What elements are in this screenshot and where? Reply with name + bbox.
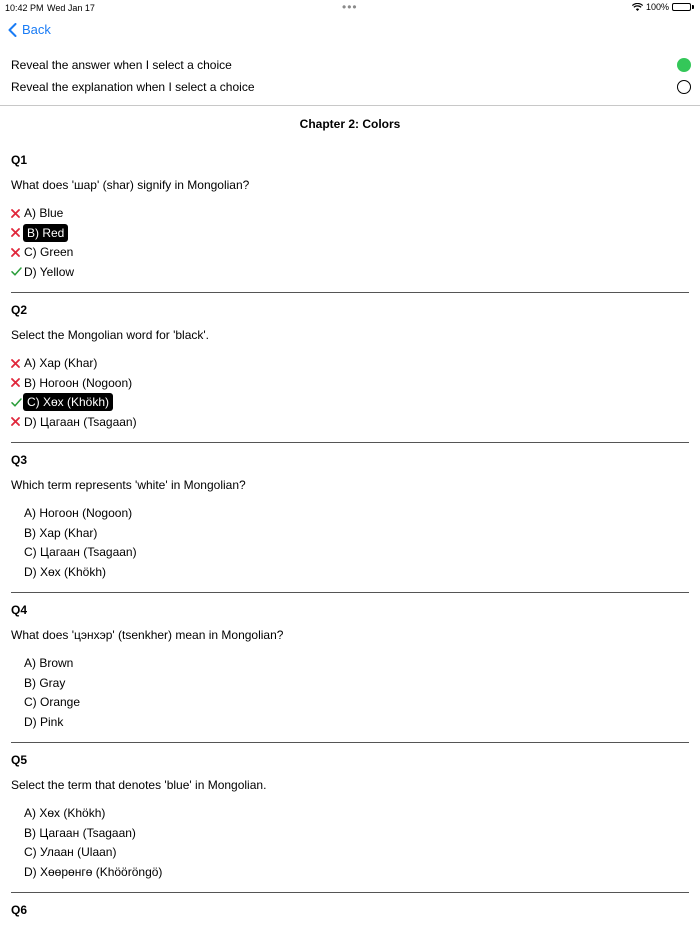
choice-text: C) Улаан (Ulaan) [24, 845, 117, 859]
wrong-x-icon [11, 354, 24, 372]
status-right [632, 2, 694, 12]
choice-c[interactable] [11, 393, 113, 411]
question-label: Q6 [11, 903, 28, 917]
question-divider [11, 892, 689, 893]
mark-placeholder [11, 543, 24, 561]
question-label: Q5 [11, 753, 28, 767]
choice-text: C) Цагаан (Tsagaan) [24, 545, 137, 559]
selected-choice-text: B) Red [23, 224, 68, 242]
choice-text: C) Orange [24, 695, 81, 709]
header-divider [0, 105, 700, 106]
selected-choice-text: C) Хөх (Khökh) [23, 393, 113, 411]
mark-placeholder [11, 693, 24, 711]
choice-text: B) Цагаан (Tsagaan) [24, 825, 136, 840]
reveal-explanation-toggle[interactable] [677, 80, 691, 94]
wrong-x-icon [11, 374, 24, 392]
mark-placeholder [11, 654, 24, 672]
choice-c[interactable] [11, 693, 80, 711]
choice-text: A) Ногоон (Nogoon) [24, 506, 133, 520]
choice-text: A) Brown [24, 656, 74, 670]
mark-placeholder [11, 524, 24, 542]
battery-cap [692, 5, 694, 9]
correct-check-icon [11, 263, 24, 281]
choice-b[interactable] [11, 674, 65, 692]
choice-text: D) Yellow [24, 264, 75, 279]
mark-placeholder [11, 804, 24, 822]
choice-text: A) Blue [24, 206, 64, 220]
back-label: Back [22, 22, 51, 37]
question-divider [11, 292, 689, 293]
wrong-x-icon [11, 243, 24, 261]
question-text: What does 'цэнхэр' (tsenkher) mean in Mongolian? [11, 628, 284, 642]
reveal-answer-toggle[interactable] [677, 58, 691, 72]
choice-d[interactable] [11, 563, 106, 581]
question-text: Select the Mongolian word for 'black'. [11, 328, 210, 342]
question-text: Which term represents 'white' in Mongolian? [11, 478, 246, 492]
choice-d[interactable] [11, 413, 137, 431]
question-divider [11, 442, 689, 443]
question-text: Select the term that denotes 'blue' in Mongolian. [11, 778, 267, 792]
question-text: What does 'шар' (shar) signify in Mongolian? [11, 178, 250, 192]
battery-percent: 100% [645, 2, 669, 12]
question-divider [11, 742, 689, 743]
choice-d[interactable] [11, 863, 162, 881]
wifi-icon [632, 3, 643, 11]
question-divider [11, 592, 689, 593]
mark-placeholder [11, 563, 24, 581]
mark-placeholder [11, 713, 24, 731]
choice-text: B) Хар (Khar) [24, 525, 98, 540]
choice-a[interactable] [11, 354, 97, 372]
choice-d[interactable] [11, 263, 74, 281]
choice-text: D) Хөөрөнгө (Khööröngö) [24, 864, 163, 879]
choice-a[interactable] [11, 804, 105, 822]
status-bar [0, 0, 700, 16]
choice-a[interactable] [11, 204, 63, 222]
wrong-x-icon [11, 413, 24, 431]
mark-placeholder [11, 824, 24, 842]
choice-b[interactable] [11, 824, 136, 842]
question-label: Q3 [11, 453, 28, 467]
choice-c[interactable] [11, 243, 73, 261]
choice-c[interactable] [11, 543, 137, 561]
choice-text: A) Хөх (Khökh) [24, 806, 106, 820]
status-date: Wed Jan 17 [47, 3, 95, 13]
chapter-title: Chapter 2: Colors [299, 117, 401, 131]
choice-b[interactable] [11, 374, 132, 392]
question-label: Q1 [11, 153, 28, 167]
reveal-answer-label: Reveal the answer when I select a choice [11, 58, 232, 72]
battery-icon [672, 3, 691, 11]
question-label: Q2 [11, 303, 28, 317]
choice-text: C) Green [24, 245, 74, 259]
choice-b[interactable] [11, 224, 68, 242]
reveal-explanation-label: Reveal the explanation when I select a choice [11, 80, 255, 94]
multitasking-dots-icon[interactable]: ••• [342, 0, 358, 14]
choice-a[interactable] [11, 654, 73, 672]
status-time: 10:42 PM [5, 3, 44, 13]
choice-text: B) Gray [24, 675, 66, 690]
setting-reveal-answer [11, 58, 691, 72]
choice-text: A) Хар (Khar) [24, 356, 98, 370]
choice-text: D) Цагаан (Tsagaan) [24, 414, 137, 429]
choice-d[interactable] [11, 713, 63, 731]
setting-reveal-explanation [11, 80, 691, 94]
chevron-left-icon [8, 23, 17, 37]
question-label: Q4 [11, 603, 28, 617]
mark-placeholder [11, 674, 24, 692]
back-button[interactable] [8, 22, 51, 37]
choice-text: D) Хөх (Khökh) [24, 564, 107, 579]
choice-c[interactable] [11, 843, 116, 861]
mark-placeholder [11, 863, 24, 881]
choice-text: B) Ногоон (Nogoon) [24, 375, 133, 390]
choice-a[interactable] [11, 504, 132, 522]
mark-placeholder [11, 843, 24, 861]
mark-placeholder [11, 504, 24, 522]
wrong-x-icon [11, 204, 24, 222]
choice-text: D) Pink [24, 714, 64, 729]
choice-b[interactable] [11, 524, 97, 542]
